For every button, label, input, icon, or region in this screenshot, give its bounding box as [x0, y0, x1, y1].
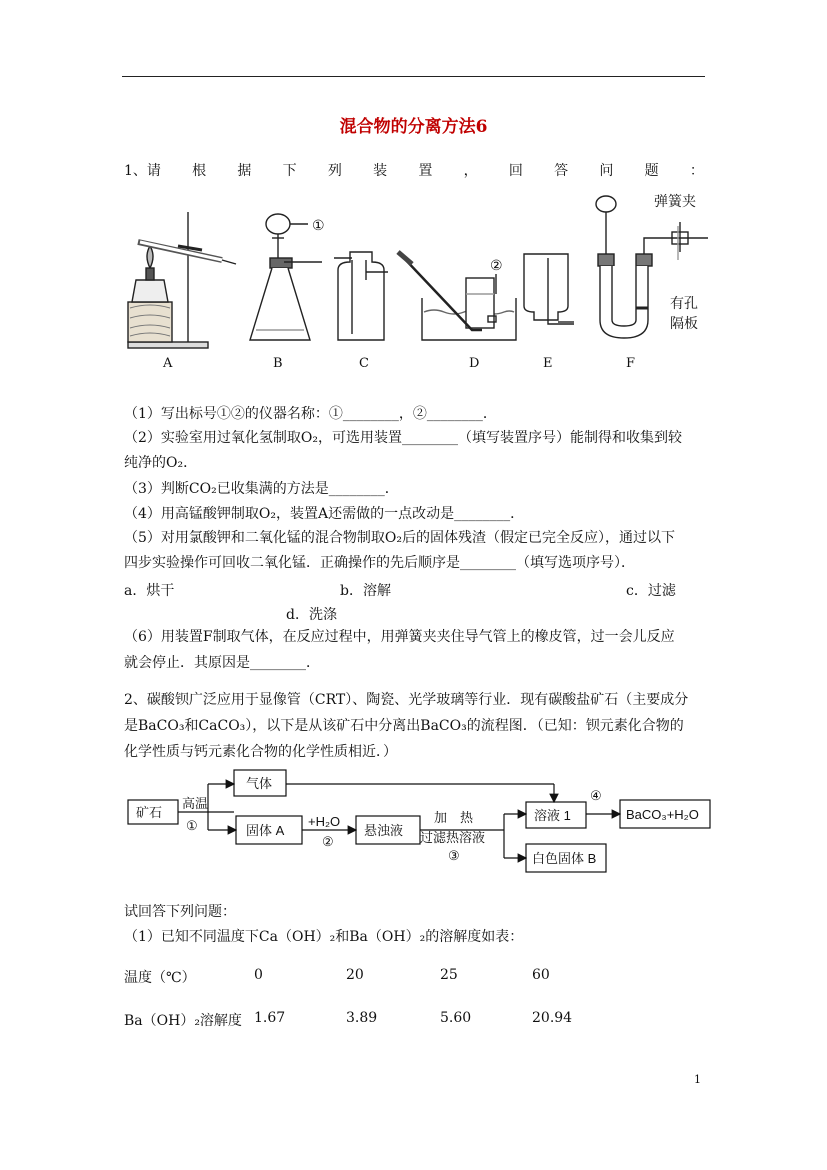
q2-line-2: 是BaCO₃和CaCO₃），以下是从该矿石中分离出BaCO₃的流程图．（已知：钡元素化合物的 — [124, 718, 684, 734]
table-cell: 5.60 — [440, 1010, 472, 1026]
q1-head-5: 装 — [373, 163, 388, 179]
q1-heading — [124, 160, 704, 180]
q1-head-7: ， — [463, 163, 478, 179]
q1-head-4: 列 — [327, 163, 342, 179]
table-cell: 0 — [254, 967, 263, 983]
apparatus-c — [334, 252, 388, 340]
step-1-label: ① — [186, 818, 198, 833]
q2-line-1: 2、碳酸钡广泛应用于显像管（CRT）、陶瓷、光学玻璃等行业．现有碳酸盐矿石（主要成分 — [124, 692, 689, 708]
table-cell: 1.67 — [254, 1010, 286, 1026]
fig-label-b: B — [273, 356, 283, 371]
q1-line-7: 四步实验操作可回收二氧化锰．正确操作的先后顺序是________（填写选项序号）． — [124, 555, 635, 571]
page-number: 1 — [694, 1073, 701, 1086]
q1-line-5: （4）用高锰酸钾制取O₂，装置A还需做的一点改动是________． — [124, 506, 525, 522]
spring-clip-label: 弹簧夹 — [654, 193, 696, 209]
mark-1-label: ① — [312, 218, 325, 234]
heat-label: 加 热 — [434, 810, 474, 825]
option-b: b．溶解 — [340, 583, 391, 599]
q1-head-8: 回 — [508, 163, 523, 179]
q1-line-2: （2）实验室用过氧化氢制取O₂，可选用装置________（填写装置序号）能制得和收集到较 — [124, 430, 682, 446]
table-cell: Ba（OH）₂溶解度 — [124, 1013, 242, 1029]
q1-line-9: 就会停止．其原因是________． — [124, 655, 320, 671]
gas-label: 气体 — [246, 776, 273, 791]
mark-2-label: ② — [490, 258, 503, 274]
q1-line-1: （1）写出标号①②的仪器名称：①________，②________． — [124, 406, 497, 422]
fig-label-d: D — [469, 356, 480, 371]
page-title: 混合物的分离方法6 — [339, 117, 488, 137]
perforated-plate-label-2: 隔板 — [670, 315, 698, 331]
q1-head-9: 答 — [554, 163, 569, 179]
q1-line-3: 纯净的O₂． — [124, 455, 198, 471]
apparatus-figure — [122, 190, 708, 355]
option-a: a．烘干 — [124, 583, 175, 599]
apparatus-a — [128, 212, 236, 348]
fig-label-e: E — [543, 356, 553, 371]
table-cell: 温度（℃） — [124, 970, 196, 986]
q2-line-4: 试回答下列问题： — [124, 904, 236, 920]
table-cell: 3.89 — [346, 1010, 378, 1026]
q1-head-1: 根 — [192, 163, 207, 179]
solid-b-label: 白色固体 B — [532, 851, 597, 866]
q2-line-5: （1）已知不同温度下Ca（OH）₂和Ba（OH）₂的溶解度如表： — [124, 929, 524, 945]
q1-line-8: （6）用装置F制取气体，在反应过程中，用弹簧夹夹住导气管上的橡皮管，过一会儿反应 — [124, 629, 675, 645]
q1-head-2: 据 — [237, 163, 252, 179]
q1-line-6: （5）对用氯酸钾和二氧化锰的混合物制取O₂后的固体残渣（假定已完全反应），通过以下 — [124, 530, 675, 546]
fig-label-f: F — [626, 356, 636, 371]
product-label: BaCO₃+H₂O — [626, 807, 699, 822]
table-cell: 25 — [440, 967, 458, 983]
step-2-label: ② — [322, 834, 334, 849]
q1-head-12: ： — [689, 163, 704, 179]
fig-label-c: C — [359, 356, 369, 371]
table-cell: 20 — [346, 967, 364, 983]
q1-head-11: 题 — [644, 163, 659, 179]
suspension-label: 悬浊液 — [364, 823, 404, 838]
table-cell: 20.94 — [532, 1010, 573, 1026]
flow-chart — [122, 764, 712, 876]
q1-head-10: 问 — [599, 163, 614, 179]
step-4-label: ④ — [590, 788, 602, 803]
solution-1-label: 溶液 1 — [534, 808, 571, 823]
option-c: c．过滤 — [626, 583, 676, 599]
q1-head-0: 1、请 — [124, 163, 161, 179]
solid-a-label: 固体 A — [246, 823, 285, 838]
filter-label: 过滤热溶液 — [420, 830, 486, 845]
header-rule — [122, 76, 705, 77]
q1-head-3: 下 — [282, 163, 297, 179]
step-3-label: ③ — [448, 848, 460, 863]
option-d: d．洗涤 — [286, 607, 337, 623]
ore-label: 矿石 — [136, 805, 163, 820]
add-water-label: +H₂O — [308, 814, 341, 829]
q1-head-6: 置 — [418, 163, 433, 179]
apparatus-e — [524, 254, 574, 324]
q1-line-4: （3）判断CO₂已收集满的方法是________． — [124, 481, 399, 497]
q2-line-3: 化学性质与钙元素化合物的化学性质相近．） — [124, 744, 397, 760]
table-cell: 60 — [532, 967, 550, 983]
fig-label-a: A — [163, 356, 173, 371]
perforated-plate-label-1: 有孔 — [670, 295, 698, 311]
high-temp-label: 高温 — [182, 796, 209, 811]
